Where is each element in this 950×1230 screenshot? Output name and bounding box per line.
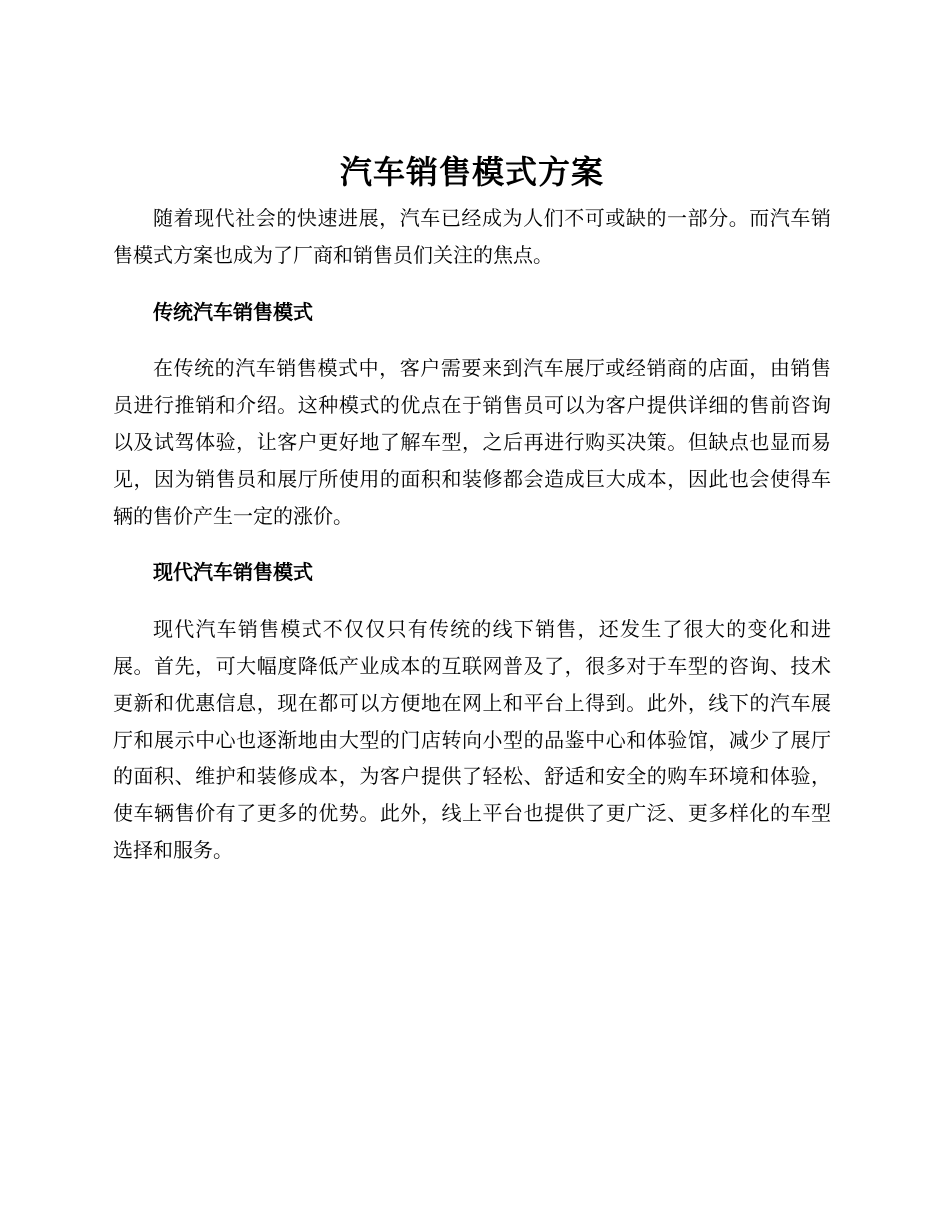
document-title: 汽车销售模式方案	[339, 153, 604, 191]
intro-paragraph: 随着现代社会的快速进展，汽车已经成为人们不可或缺的一部分。而汽车销售模式方案也成为了厂商和销售员们关注的焦点。	[113, 206, 831, 267]
document-page	[113, 150, 831, 869]
section-heading-traditional: 传统汽车销售模式	[153, 299, 313, 324]
section-body-modern: 现代汽车销售模式不仅仅只有传统的线下销售，还发生了很大的变化和进展。首先，可大幅度降低产业成本的互联网普及了，很多对于车型的咨询、技术更新和优惠信息，现在都可以方便地在网上和平台上得到。此外，线下的汽车展厅和展示中心也逐渐地由大型的门店转向小型的品鉴中心和体验馆，减少了展厅的面积、维护和装修成本，为客户提供了轻松、舒适和安全的购车环境和体验，使车辆售价有了更多的优势。此外，线上平台也提供了更广泛、更多样化的车型选择和服务。	[113, 617, 831, 862]
section-body-traditional: 在传统的汽车销售模式中，客户需要来到汽车展厅或经销商的店面，由销售员进行推销和介绍。这种模式的优点在于销售员可以为客户提供详细的售前咨询以及试驾体验，让客户更好地了解车型，之后再进行购买决策。但缺点也显而易见，因为销售员和展厅所使用的面积和装修都会造成巨大成本，因此也会使得车辆的售价产生一定的涨价。	[113, 356, 831, 528]
section-heading-modern: 现代汽车销售模式	[153, 560, 313, 585]
